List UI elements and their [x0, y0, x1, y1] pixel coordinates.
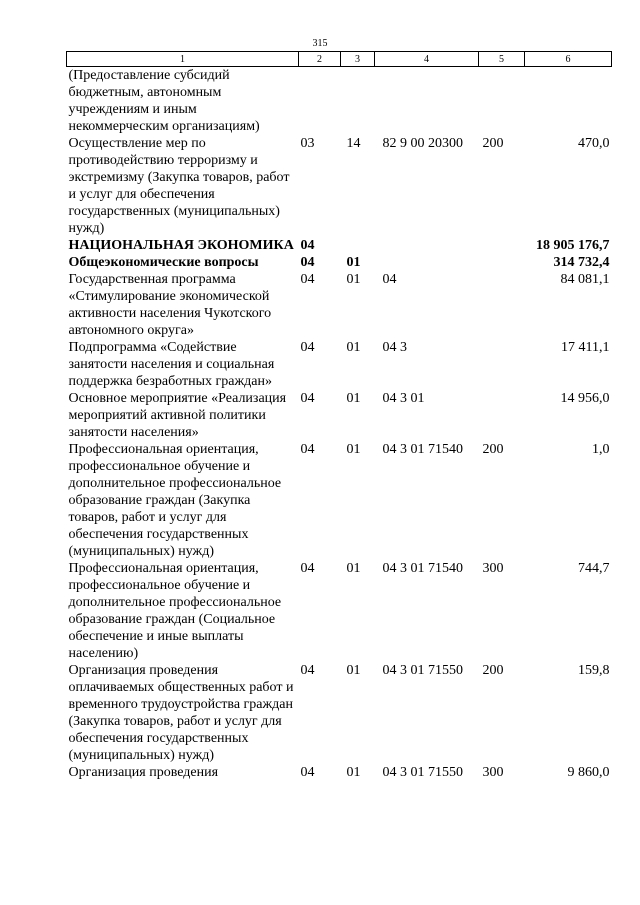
row-expense-type [479, 271, 525, 339]
row-target-article: 04 3 [382, 340, 407, 355]
row-amount: 744,7 [578, 561, 610, 576]
row-target-article: 04 3 01 71550 [382, 765, 463, 780]
row-expense-type: 300 [482, 765, 504, 780]
row-amount: 17 411,1 [561, 340, 610, 355]
table-row [67, 441, 612, 560]
row-expense-type: 200 [482, 442, 504, 457]
row-section: 04 [300, 391, 315, 406]
table-row [67, 135, 612, 237]
row-target-article [375, 237, 479, 254]
row-amount: 470,0 [578, 136, 610, 151]
row-amount: 159,8 [578, 663, 610, 678]
row-name: Государственная программа «Стимулирование экономической активности населения Чукотского автономного округа» [68, 272, 272, 338]
row-amount: 18 905 176,7 [536, 238, 610, 253]
row-name: Профессиональная ориентация, профессиональное обучение и дополнительное профессиональное образование граждан (Социальное обеспечение и иные выплаты населению) [68, 561, 282, 661]
row-section: 04 [300, 561, 315, 576]
row-section: 04 [300, 340, 315, 355]
row-name: (Предоставление субсидий бюджетным, автономным учреждениям и иным некоммерческим организациям) [68, 68, 260, 134]
budget-table [66, 51, 612, 781]
row-target-article: 04 [382, 272, 397, 287]
row-name: Подпрограмма «Содействие занятости населения и социальная поддержка безработных граждан» [68, 340, 275, 389]
row-target-article [375, 67, 479, 136]
row-name: Основное мероприятие «Реализация мероприятий активной политики занятости населения» [68, 391, 287, 440]
row-name: Осуществление мер по противодействию терроризму и экстремизму (Закупка товаров, работ и услуг для обеспечения государственных (муниципальных) нужд) [68, 136, 290, 236]
row-subsection: 01 [346, 255, 361, 270]
row-expense-type [479, 390, 525, 441]
row-name: Организация проведения [68, 765, 219, 780]
row-expense-type [479, 67, 525, 136]
column-number: 2 [299, 52, 341, 67]
row-subsection [341, 67, 375, 136]
table-row [67, 67, 612, 136]
page-number: 315 [312, 38, 328, 49]
table-row [67, 339, 612, 390]
row-target-article: 82 9 00 20300 [382, 136, 463, 151]
row-subsection: 01 [346, 561, 361, 576]
row-expense-type: 200 [482, 136, 504, 151]
column-number: 6 [525, 52, 612, 67]
row-amount: 14 956,0 [560, 391, 610, 406]
row-section: 04 [300, 272, 315, 287]
row-section: 03 [300, 136, 315, 151]
row-section [299, 67, 341, 136]
row-amount [525, 67, 612, 136]
row-amount: 9 860,0 [567, 765, 610, 780]
row-expense-type: 300 [482, 561, 504, 576]
table-row [67, 390, 612, 441]
column-numbers-row [67, 52, 612, 67]
column-number: 5 [479, 52, 525, 67]
table-row [67, 237, 612, 254]
row-name: Организация проведения оплачиваемых общественных работ и временного трудоустройства граждан (Закупка товаров, работ и услуг для обеспечения государственных (муниципальных) нужд) [68, 663, 294, 763]
row-name: НАЦИОНАЛЬНАЯ ЭКОНОМИКА [68, 238, 294, 253]
row-target-article: 04 3 01 [382, 391, 425, 406]
row-amount: 314 732,4 [553, 255, 610, 270]
row-target-article: 04 3 01 71540 [382, 442, 463, 457]
row-target-article: 04 3 01 71540 [382, 561, 463, 576]
row-subsection [341, 237, 375, 254]
row-expense-type [479, 339, 525, 390]
row-section: 04 [300, 442, 315, 457]
row-section: 04 [300, 238, 315, 253]
row-expense-type: 200 [482, 663, 504, 678]
row-section: 04 [300, 765, 315, 780]
row-subsection: 01 [346, 765, 361, 780]
column-number: 1 [67, 52, 299, 67]
row-subsection: 14 [346, 136, 361, 151]
row-subsection: 01 [346, 272, 361, 287]
row-subsection: 01 [346, 391, 361, 406]
table-row [67, 662, 612, 764]
row-section: 04 [300, 663, 315, 678]
row-expense-type [479, 237, 525, 254]
table-row [67, 560, 612, 662]
table-row [67, 764, 612, 781]
row-subsection: 01 [346, 340, 361, 355]
row-subsection: 01 [346, 663, 361, 678]
row-target-article: 04 3 01 71550 [382, 663, 463, 678]
row-amount: 84 081,1 [560, 272, 610, 287]
row-name: Профессиональная ориентация, профессиональное обучение и дополнительное профессиональное образование граждан (Закупка товаров, работ и услуг для обеспечения государственных (муниципальных) нужд) [68, 442, 282, 559]
row-target-article [375, 254, 479, 271]
row-section: 04 [300, 255, 315, 270]
row-subsection: 01 [346, 442, 361, 457]
row-amount: 1,0 [592, 442, 610, 457]
table-row [67, 254, 612, 271]
row-name: Общеэкономические вопросы [68, 255, 259, 270]
column-number: 4 [375, 52, 479, 67]
row-expense-type [479, 254, 525, 271]
table-row [67, 271, 612, 339]
column-number: 3 [341, 52, 375, 67]
